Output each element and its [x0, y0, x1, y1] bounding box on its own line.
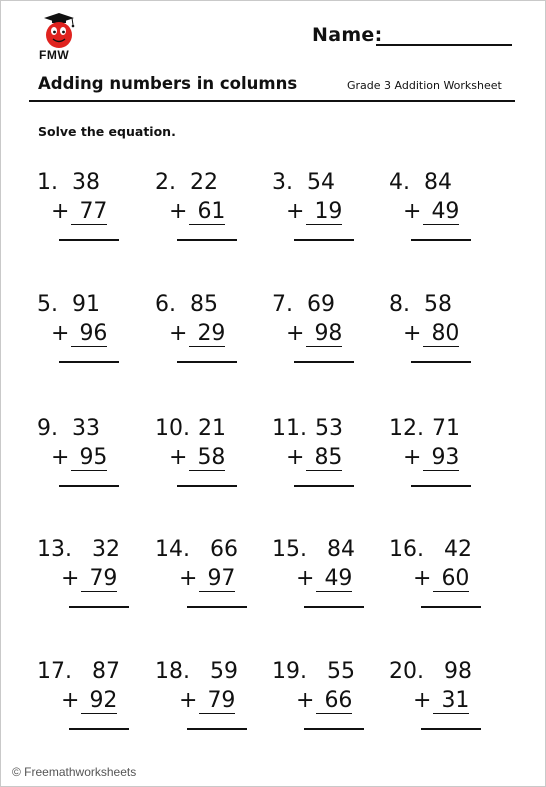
problem-first-addend	[155, 292, 218, 317]
plus-sign: +	[413, 688, 432, 713]
problem-number: 19.	[272, 659, 307, 684]
problem-first-addend	[272, 416, 343, 441]
problem-second-addend	[286, 321, 342, 346]
plus-sign: +	[61, 688, 80, 713]
second-addend: 60	[441, 566, 470, 591]
first-addend: 42	[444, 537, 472, 562]
problem-12	[389, 416, 509, 526]
second-addend: 58	[197, 445, 226, 470]
second-addend: 49	[431, 199, 460, 224]
addend-underline	[199, 591, 235, 592]
answer-line[interactable]	[59, 485, 119, 487]
problem-number: 8.	[389, 292, 410, 317]
problem-20	[389, 659, 509, 769]
problem-5	[37, 292, 157, 402]
addend-underline	[189, 224, 225, 225]
first-addend: 66	[210, 537, 238, 562]
first-addend: 33	[72, 416, 100, 441]
first-addend: 38	[72, 170, 100, 195]
second-addend: 95	[79, 445, 108, 470]
problem-16	[389, 537, 509, 647]
plus-sign: +	[403, 199, 422, 224]
problem-number: 1.	[37, 170, 58, 195]
addend-underline	[189, 346, 225, 347]
problem-second-addend	[169, 321, 225, 346]
first-addend: 85	[190, 292, 218, 317]
problem-first-addend	[37, 292, 100, 317]
first-addend: 69	[307, 292, 335, 317]
answer-line[interactable]	[177, 485, 237, 487]
problem-3	[272, 170, 392, 280]
answer-line[interactable]	[304, 606, 364, 608]
plus-sign: +	[286, 199, 305, 224]
second-addend: 79	[207, 688, 236, 713]
problem-15	[272, 537, 392, 647]
addend-underline	[433, 713, 469, 714]
first-addend: 58	[424, 292, 452, 317]
addend-underline	[81, 713, 117, 714]
first-addend: 55	[327, 659, 355, 684]
problem-first-addend	[272, 537, 355, 562]
second-addend: 93	[431, 445, 460, 470]
problem-6	[155, 292, 275, 402]
problem-13	[37, 537, 157, 647]
plus-sign: +	[403, 321, 422, 346]
second-addend: 96	[79, 321, 108, 346]
first-addend: 84	[424, 170, 452, 195]
answer-line[interactable]	[177, 239, 237, 241]
addend-underline	[306, 470, 342, 471]
name-field-line[interactable]	[376, 44, 512, 46]
second-addend: 31	[441, 688, 470, 713]
second-addend: 79	[89, 566, 118, 591]
problem-number: 4.	[389, 170, 410, 195]
addend-underline	[71, 224, 107, 225]
title-divider	[29, 100, 515, 102]
worksheet-subtitle: Grade 3 Addition Worksheet	[347, 79, 502, 92]
problem-number: 11.	[272, 416, 307, 441]
plus-sign: +	[169, 321, 188, 346]
addend-underline	[81, 591, 117, 592]
problem-number: 7.	[272, 292, 293, 317]
problem-second-addend	[51, 445, 107, 470]
first-addend: 22	[190, 170, 218, 195]
problem-second-addend	[403, 445, 459, 470]
problem-first-addend	[389, 170, 452, 195]
problem-first-addend	[155, 537, 238, 562]
answer-line[interactable]	[304, 728, 364, 730]
plus-sign: +	[296, 566, 315, 591]
answer-line[interactable]	[411, 485, 471, 487]
problem-first-addend	[37, 537, 120, 562]
worksheet-title: Adding numbers in columns	[38, 74, 298, 93]
answer-line[interactable]	[187, 728, 247, 730]
problem-17	[37, 659, 157, 769]
first-addend: 59	[210, 659, 238, 684]
problem-second-addend	[51, 199, 107, 224]
problem-second-addend	[403, 199, 459, 224]
problem-first-addend	[272, 292, 335, 317]
problem-number: 2.	[155, 170, 176, 195]
plus-sign: +	[286, 321, 305, 346]
problem-first-addend	[155, 170, 218, 195]
second-addend: 77	[79, 199, 108, 224]
answer-line[interactable]	[411, 239, 471, 241]
problem-number: 3.	[272, 170, 293, 195]
first-addend: 84	[327, 537, 355, 562]
addend-underline	[433, 591, 469, 592]
problem-second-addend	[179, 688, 235, 713]
problem-second-addend	[61, 688, 117, 713]
second-addend: 85	[314, 445, 343, 470]
plus-sign: +	[61, 566, 80, 591]
problem-second-addend	[413, 566, 469, 591]
addend-underline	[71, 470, 107, 471]
plus-sign: +	[169, 445, 188, 470]
problem-first-addend	[155, 659, 238, 684]
problem-number: 15.	[272, 537, 307, 562]
addend-underline	[316, 591, 352, 592]
problem-first-addend	[155, 416, 226, 441]
problem-8	[389, 292, 509, 402]
problem-1	[37, 170, 157, 280]
answer-line[interactable]	[69, 728, 129, 730]
plus-sign: +	[51, 445, 70, 470]
addend-underline	[71, 346, 107, 347]
problem-7	[272, 292, 392, 402]
problem-18	[155, 659, 275, 769]
answer-line[interactable]	[177, 361, 237, 363]
answer-line[interactable]	[59, 239, 119, 241]
problem-second-addend	[296, 688, 352, 713]
addend-underline	[306, 346, 342, 347]
plus-sign: +	[403, 445, 422, 470]
problem-second-addend	[51, 321, 107, 346]
plus-sign: +	[179, 688, 198, 713]
problem-first-addend	[272, 170, 335, 195]
problem-11	[272, 416, 392, 526]
problem-first-addend	[37, 170, 100, 195]
problem-number: 12.	[389, 416, 424, 441]
problem-14	[155, 537, 275, 647]
problem-number: 18.	[155, 659, 190, 684]
problem-second-addend	[61, 566, 117, 591]
second-addend: 49	[324, 566, 353, 591]
problem-4	[389, 170, 509, 280]
problem-second-addend	[403, 321, 459, 346]
plus-sign: +	[51, 199, 70, 224]
problem-second-addend	[169, 445, 225, 470]
addend-underline	[423, 346, 459, 347]
problem-10	[155, 416, 275, 526]
addend-underline	[306, 224, 342, 225]
problem-number: 20.	[389, 659, 424, 684]
problem-number: 16.	[389, 537, 424, 562]
answer-line[interactable]	[411, 361, 471, 363]
problem-19	[272, 659, 392, 769]
problem-number: 17.	[37, 659, 72, 684]
first-addend: 98	[444, 659, 472, 684]
problem-number: 6.	[155, 292, 176, 317]
problem-2	[155, 170, 275, 280]
problem-number: 13.	[37, 537, 72, 562]
plus-sign: +	[169, 199, 188, 224]
second-addend: 92	[89, 688, 118, 713]
addend-underline	[316, 713, 352, 714]
problem-second-addend	[169, 199, 225, 224]
problem-first-addend	[389, 537, 472, 562]
copyright-footer: © Freemathworksheets	[12, 765, 137, 779]
plus-sign: +	[413, 566, 432, 591]
second-addend: 61	[197, 199, 226, 224]
problem-second-addend	[179, 566, 235, 591]
second-addend: 29	[197, 321, 226, 346]
first-addend: 53	[315, 416, 343, 441]
answer-line[interactable]	[294, 361, 354, 363]
instructions: Solve the equation.	[38, 124, 176, 139]
first-addend: 87	[92, 659, 120, 684]
problem-first-addend	[37, 659, 120, 684]
addend-underline	[189, 470, 225, 471]
problem-second-addend	[286, 445, 342, 470]
plus-sign: +	[286, 445, 305, 470]
problem-number: 10.	[155, 416, 190, 441]
problem-first-addend	[389, 416, 460, 441]
problem-second-addend	[413, 688, 469, 713]
problem-number: 14.	[155, 537, 190, 562]
problem-first-addend	[37, 416, 100, 441]
problem-number: 5.	[37, 292, 58, 317]
problem-number: 9.	[37, 416, 58, 441]
first-addend: 32	[92, 537, 120, 562]
second-addend: 98	[314, 321, 343, 346]
first-addend: 54	[307, 170, 335, 195]
answer-line[interactable]	[59, 361, 119, 363]
second-addend: 19	[314, 199, 343, 224]
second-addend: 97	[207, 566, 236, 591]
first-addend: 71	[432, 416, 460, 441]
second-addend: 66	[324, 688, 353, 713]
problem-first-addend	[272, 659, 355, 684]
plus-sign: +	[179, 566, 198, 591]
problem-9	[37, 416, 157, 526]
plus-sign: +	[296, 688, 315, 713]
first-addend: 91	[72, 292, 100, 317]
problem-first-addend	[389, 659, 472, 684]
problem-first-addend	[389, 292, 452, 317]
addend-underline	[199, 713, 235, 714]
addend-underline	[423, 224, 459, 225]
problem-second-addend	[286, 199, 342, 224]
addend-underline	[423, 470, 459, 471]
answer-line[interactable]	[294, 239, 354, 241]
logo-text: FMW	[39, 48, 70, 62]
answer-line[interactable]	[187, 606, 247, 608]
first-addend: 21	[198, 416, 226, 441]
answer-line[interactable]	[421, 606, 481, 608]
answer-line[interactable]	[69, 606, 129, 608]
plus-sign: +	[51, 321, 70, 346]
problem-second-addend	[296, 566, 352, 591]
answer-line[interactable]	[294, 485, 354, 487]
second-addend: 80	[431, 321, 460, 346]
answer-line[interactable]	[421, 728, 481, 730]
name-label: Name:	[312, 24, 383, 46]
